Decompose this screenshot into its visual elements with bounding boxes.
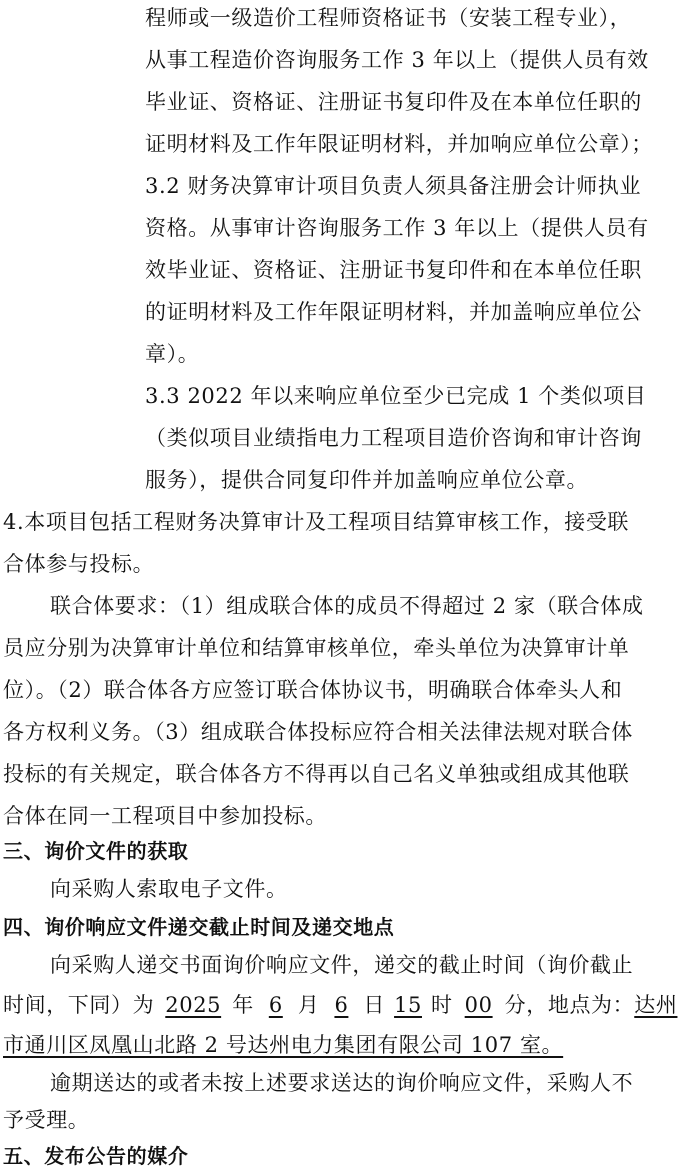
req-3-3-line-3: 服务），提供合同复印件并加盖响应单位公章。 [145, 468, 589, 492]
req-3-2-line-5: 章）。 [145, 342, 200, 366]
section-4-deadline-line [3, 990, 677, 1020]
req-3-2-line-1: 3.2 财务决算审计项目负责人须具备注册会计师执业 [145, 174, 642, 198]
section-5-heading: 五、发布公告的媒介 [3, 1144, 189, 1168]
deadline-minute-unit: 分，地点为： [504, 993, 635, 1017]
item-4-line-2: 合体参与投标。 [3, 552, 155, 576]
deadline-hour: 15 [394, 993, 422, 1017]
deadline-month: 6 [268, 993, 283, 1017]
deadline-day-unit: 日 [363, 993, 386, 1017]
section-4-place-line [3, 1030, 563, 1060]
req-3-1-line-3: 毕业证、资格证、注册证书复印件及在本单位任职的 [145, 90, 642, 114]
req-3-2-line-4: 的证明材料及工作年限证明材料，并加盖响应单位公 [145, 300, 642, 324]
consortium-line-3: 位）。（2）联合体各方应签订联合体协议书，明确联合体牵头人和 [3, 678, 623, 702]
req-3-1-line-2: 从事工程造价咨询服务工作 3 年以上（提供人员有效 [145, 48, 649, 72]
section-4-line-1: 向采购人递交书面询价响应文件，递交的截止时间（询价截止 [50, 953, 634, 977]
consortium-line-5: 投标的有关规定，联合体各方不得再以自己名义单独或组成其他联 [3, 762, 630, 786]
deadline-month-unit: 月 [297, 993, 320, 1017]
req-3-2-line-2: 资格。从事审计咨询服务工作 3 年以上（提供人员有 [145, 216, 649, 240]
section-4-heading: 四、询价响应文件递交截止时间及递交地点 [3, 915, 395, 939]
deadline-prefix: 时间，下同）为 [3, 993, 155, 1017]
req-3-2-line-3: 效毕业证、资格证、注册证书复印件和在本单位任职 [145, 258, 642, 282]
consortium-line-6: 合体在同一工程项目中参加投标。 [3, 804, 327, 828]
req-3-3-line-1: 3.3 2022 年以来响应单位至少已完成 1 个类似项目 [145, 384, 647, 408]
deadline-year-unit: 年 [232, 993, 254, 1017]
delivery-place-part-2: 市通川区凤凰山北路 2 号达州电力集团有限公司 107 室。 [3, 1033, 564, 1057]
consortium-line-4: 各方权利义务。（3）组成联合体投标应符合相关法律法规对联合体 [3, 720, 633, 744]
section-4-late-line-1: 逾期送达的或者未按上述要求送达的询价响应文件，采购人不 [50, 1071, 634, 1095]
section-3-body: 向采购人索取电子文件。 [50, 877, 288, 901]
deadline-minute: 00 [464, 993, 493, 1017]
req-3-1-line-4: 证明材料及工作年限证明材料，并加响应单位公章）； [145, 132, 653, 156]
item-4-line-1: 4.本项目包括工程财务决算审计及工程项目结算审核工作，接受联 [3, 510, 630, 534]
deadline-day: 6 [334, 993, 349, 1017]
consortium-line-2: 员应分别为决算审计单位和结算审核单位，牵头单位为决算审计单 [3, 636, 630, 660]
section-3-heading: 三、询价文件的获取 [3, 839, 189, 863]
consortium-line-1: 联合体要求：（1）组成联合体的成员不得超过 2 家（联合体成 [50, 594, 644, 618]
req-3-3-line-2: （类似项目业绩指电力工程项目造价咨询和审计咨询 [145, 426, 642, 450]
deadline-hour-unit: 时 [431, 993, 453, 1017]
section-4-late-line-2: 予受理。 [3, 1108, 90, 1132]
req-3-1-line-1: 程师或一级造价工程师资格证书（安装工程专业）， [145, 6, 632, 30]
delivery-place-part-1: 达州 [634, 993, 678, 1017]
deadline-year: 2025 [165, 993, 222, 1017]
